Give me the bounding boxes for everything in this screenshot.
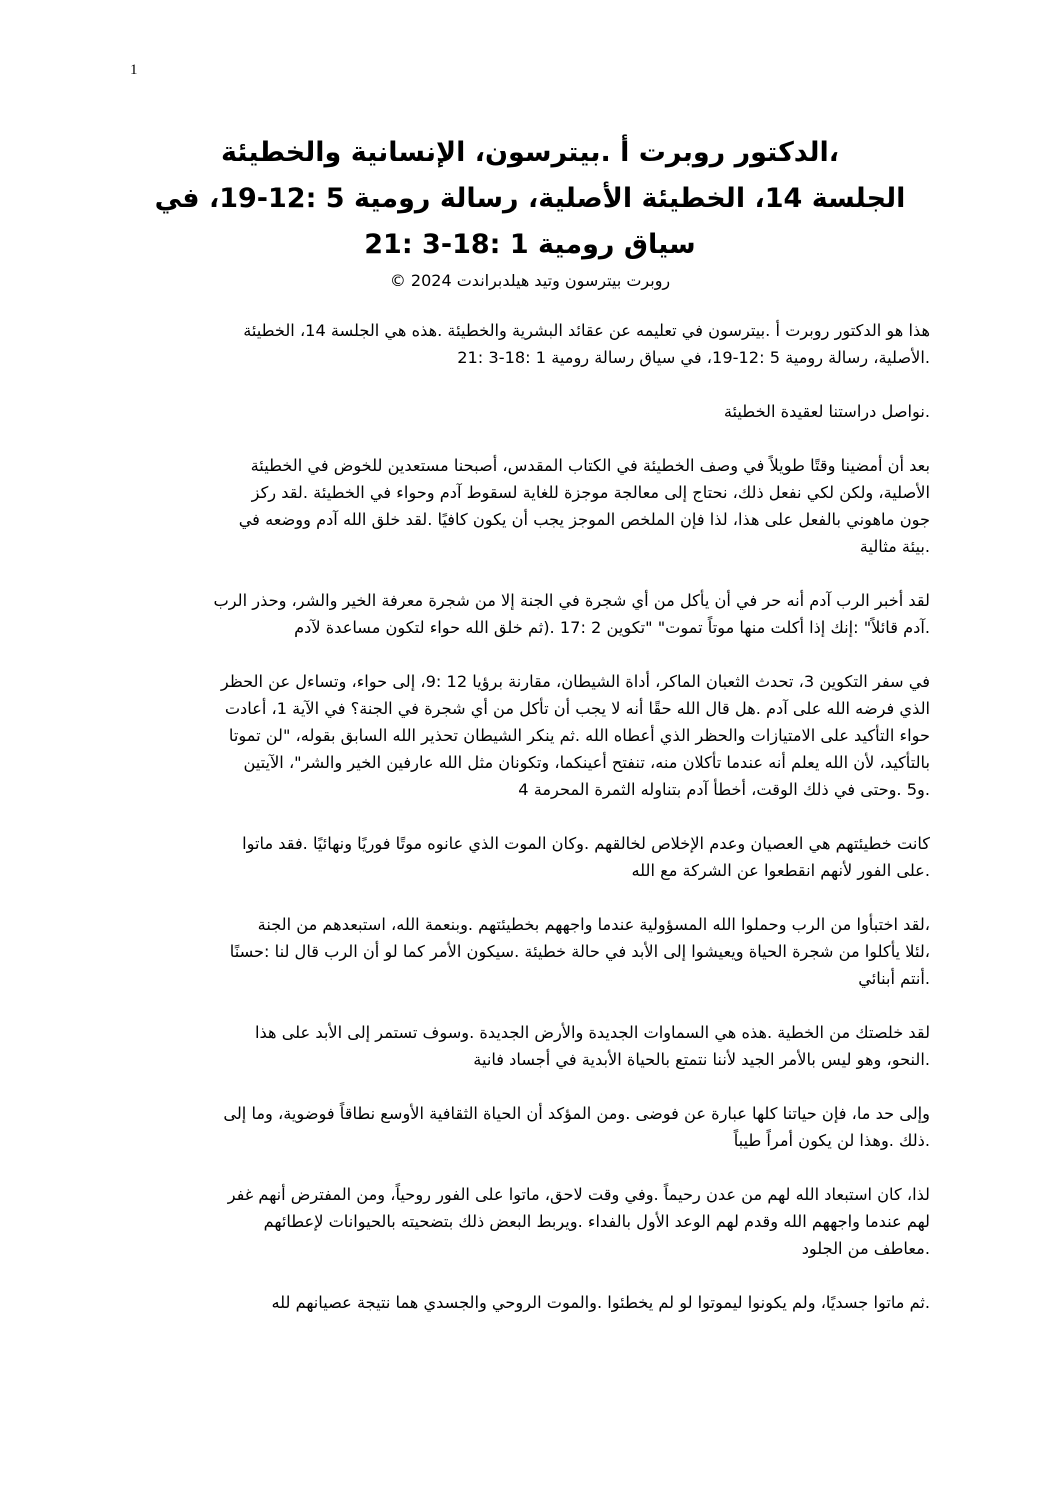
- paragraph: [185, 587, 930, 641]
- paragraph: [185, 830, 930, 884]
- text-line: .أنتم أبنائي: [858, 969, 930, 988]
- page-number: 1: [130, 62, 138, 78]
- text-line: .معاطف من الجلود: [801, 1239, 930, 1258]
- paragraph: [185, 1289, 930, 1316]
- text-line: ،لئلا يأكلوا من شجرة الحياة ويعيشوا إلى الأبد في حالة خطيئة .سيكون الأمر كما لو أن الرب قال لنا :حسنًا: [229, 942, 930, 961]
- document-header: [100, 130, 960, 293]
- text-line: لقد خلصتك من الخطية .هذه هي السماوات الجديدة والأرض الجديدة .وسوف تستمر إلى الأبد على هذا: [255, 1023, 930, 1042]
- text-line: لذا، كان استبعاد الله لهم من عدن رحيماً .وفي وقت لاحق، ماتوا على الفور روحياً، ومن المفترض أنهم غفر: [227, 1185, 930, 1204]
- text-line: لهم عندما واجههم الله وقدم لهم الوعد الأول بالفداء .ويربط البعض ذلك بتضحيته بالحيوانات لإعطائهم: [263, 1212, 930, 1231]
- text-line: .و5 .وحتى في ذلك الوقت، أخطأ آدم بتناوله الثمرة المحرمة 4: [518, 780, 930, 799]
- text-line: وإلى حد ما، فإن حياتنا كلها عبارة عن فوضى .ومن المؤكد أن الحياة الثقافية الأوسع نطاقاً فوضوية، وما إلى: [223, 1104, 930, 1123]
- text-line: .على الفور لأنهم انقطعوا عن الشركة مع الله: [631, 861, 930, 880]
- title-line: ،الدكتور روبرت أ .بيترسون، الإنسانية والخطيئة: [220, 137, 840, 168]
- text-line: .الأصلية، رسالة رومية 5 :12-19، في سياق رسالة رومية 1 :18-3 :21: [457, 348, 930, 367]
- paragraph: [185, 1181, 930, 1262]
- text-line: .بيئة مثالية: [859, 537, 930, 556]
- paragraph: [185, 668, 930, 803]
- text-line: .ذلك .وهذا لن يكون أمراً طيباً: [733, 1131, 930, 1150]
- text-line: الأصلية، ولكن لكي نفعل ذلك، نحتاج إلى معالجة موجزة للغاية لسقوط آدم وحواء في الخطيئة .لقد ركز: [251, 483, 930, 502]
- text-line: حواء التأكيد على الامتيازات والحظر الذي أعطاه الله .ثم ينكر الشيطان تحذير الله السابق بقوله، "لن تموتا: [228, 726, 930, 745]
- paragraph: [185, 317, 930, 371]
- text-line: .آدم قائلاً" :إنك إذا أكلت منها موتاً تموت" "تكوين 2 :17 .(ثم خلق الله حواء لتكون مساعدة لآدم: [294, 618, 930, 637]
- text-line: الذي فرضه الله على آدم .هل قال الله حقًا أنه لا يجب أن تأكل من أي شجرة في الجنة؟ في الآية 1، أعادت: [224, 699, 930, 718]
- text-line: في سفر التكوين 3، تحدث الثعبان الماكر، أداة الشيطان، مقارنة برؤيا 12 :9، إلى حواء، وتساءل عن الحظر: [220, 672, 930, 691]
- text-line: ،لقد اختبأوا من الرب وحملوا الله المسؤولية عندما واجههم بخطيئتهم .وبنعمة الله، استبعدهم من الجنة: [257, 915, 930, 934]
- text-line: هذا هو الدكتور روبرت أ .بيترسون في تعليمه عن عقائد البشرية والخطيئة .هذه هي الجلسة 14، الخطيئة: [243, 321, 930, 340]
- paragraph: [185, 1019, 930, 1073]
- copyright-line: روبرت بيترسون وتيد هيلدبراندت 2024 ©: [389, 271, 671, 290]
- text-line: .النحو، وهو ليس بالأمر الجيد لأننا نتمتع بالحياة الأبدية في أجساد فانية: [473, 1050, 930, 1069]
- document-body: [185, 317, 930, 1343]
- title-line: سياق رومية 1 :18-3 :21: [364, 229, 696, 260]
- text-line: .نواصل دراستنا لعقيدة الخطيئة: [723, 402, 930, 421]
- text-line: بالتأكيد، لأن الله يعلم أنه عندما تأكلان منه، تنفتح أعينكما، وتكونان مثل الله عارفين الخير والشر"، الآيتين: [243, 753, 930, 772]
- text-line: جون ماهوني بالفعل على هذا، لذا فإن الملخص الموجز يجب أن يكون كافيًا .لقد خلق الله آدم ووضعه في: [238, 510, 930, 529]
- paragraph: [185, 1100, 930, 1154]
- text-line: بعد أن أمضينا وقتًا طويلاً في وصف الخطيئة في الكتاب المقدس، أصبحنا مستعدين للخوض في الخطيئة: [250, 456, 930, 475]
- text-line: لقد أخبر الرب آدم أنه حر في أن يأكل من أي شجرة في الجنة إلا من شجرة معرفة الخير والشر، وحذر الرب: [213, 591, 930, 610]
- paragraph: [185, 398, 930, 425]
- paragraph: [185, 452, 930, 560]
- paragraph: [185, 911, 930, 992]
- title-line: الجلسة 14، الخطيئة الأصلية، رسالة رومية 5 :12-19، في: [154, 183, 906, 214]
- text-line: كانت خطيئتهم هي العصيان وعدم الإخلاص لخالقهم .وكان الموت الذي عانوه موتًا فوريًا ونهائيًا .فقد ماتوا: [242, 834, 930, 853]
- text-line: .ثم ماتوا جسديًا، ولم يكونوا ليموتوا لو لم يخطئوا .والموت الروحي والجسدي هما نتيجة عصيانهم لله: [271, 1293, 930, 1312]
